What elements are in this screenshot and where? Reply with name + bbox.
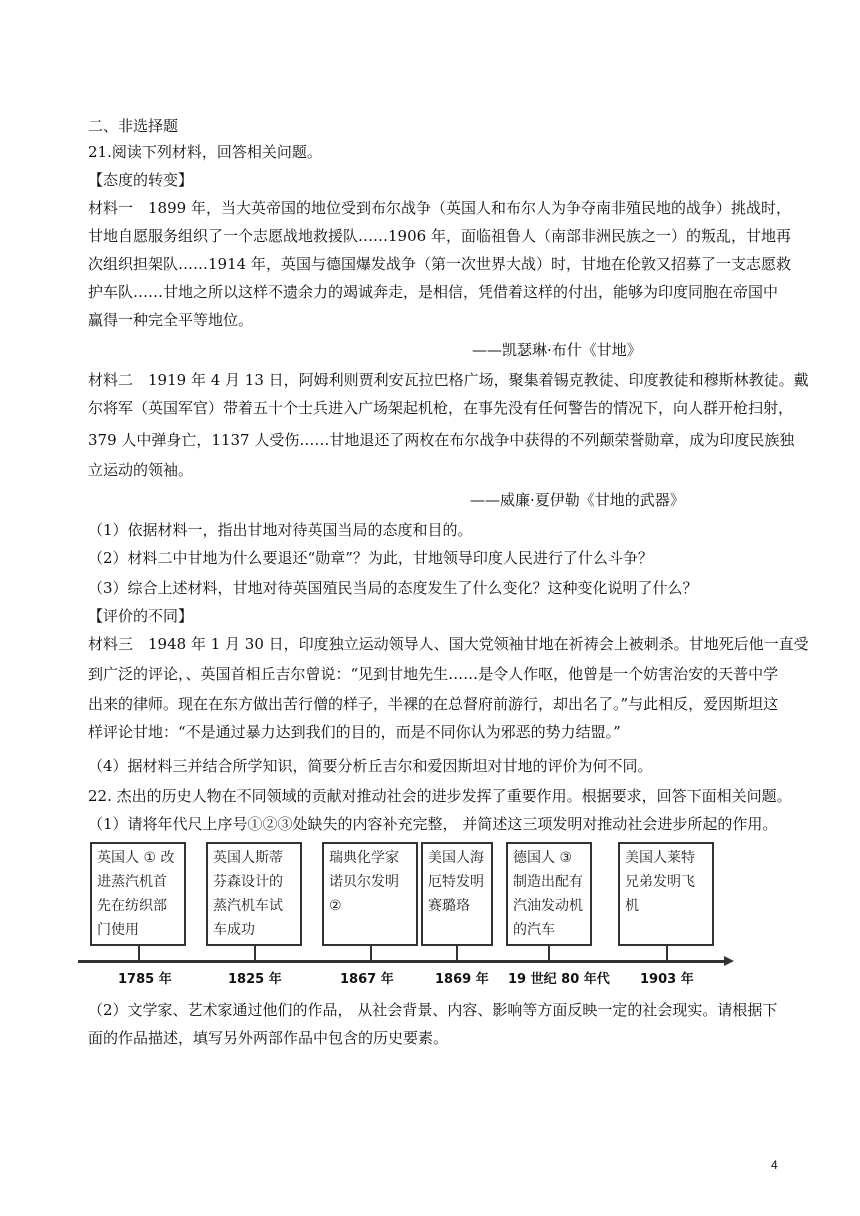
timeline-year: 1869 年	[435, 972, 489, 987]
material-1-line: 材料一 1899 年，当大英帝国的地位受到布尔战争（英国人和布尔人为争夺南非殖民地的战争）挑战时，	[88, 199, 791, 217]
timeline-box: 英国人斯蒂芬森设计的蒸汽机车试车成功	[206, 842, 302, 946]
q22-prompt: 22. 杰出的历史人物在不同领域的贡献对推动社会的进步发挥了重要作用。根据要求，回答下面相关问题。	[88, 787, 792, 805]
q21-prompt: 21.阅读下列材料，回答相关问题。	[88, 143, 322, 161]
material-3-line: 到广泛的评论，、英国首相丘吉尔曾说：“见到甘地先生……是令人作呕，他曾是一个妨害治安的天普中学	[88, 665, 779, 683]
material-2-source: ——威廉·夏伊勒《甘地的武器》	[470, 491, 685, 509]
question-4: （4）据材料三并结合所学知识，简要分析丘吉尔和爱因斯坦对甘地的评价为何不同。	[88, 757, 653, 775]
q22-sub-2-line: （2）文学家、艺术家通过他们的作品， 从社会背景、内容、影响等方面反映一定的社会现实。请根据下	[88, 1001, 778, 1019]
timeline-axis	[78, 960, 726, 963]
timeline-box: 瑞典化学家诺贝尔发明 ②	[322, 842, 418, 946]
question-2: （2）材料二中甘地为什么要退还“勋章”？为此，甘地领导印度人民进行了什么斗争？	[88, 549, 653, 567]
q22-sub-1: （1）请将年代尺上序号①②③处缺失的内容补充完整， 并简述这三项发明对推动社会进步所起的作用。	[88, 815, 778, 833]
material-1-source: ——凯瑟琳·布什《甘地》	[472, 341, 642, 359]
material-2-line: 379 人中弹身亡，1137 人受伤……甘地退还了两枚在布尔战争中获得的不列颠荣誉勋章，成为印度民族独	[88, 431, 795, 449]
timeline-box: 德国人 ③ 制造出配有汽油发动机的汽车	[506, 842, 592, 946]
material-2-line: 立运动的领袖。	[88, 461, 194, 479]
material-3-line: 样评论甘地：“不是通过暴力达到我们的目的，而是不同你认为邪恶的势力结盟。”	[88, 723, 621, 741]
part1-title: 【态度的转变】	[88, 171, 194, 189]
timeline-year: 1825 年	[228, 972, 282, 987]
part2-title: 【评价的不同】	[88, 607, 194, 625]
arrow-right-icon	[724, 956, 734, 966]
material-1-line: 甘地自愿服务组织了一个志愿战地救援队……1906 年，面临祖鲁人（南部非洲民族之一）的叛乱，甘地再	[88, 227, 791, 245]
question-3: （3）综合上述材料，甘地对待英国殖民当局的态度发生了什么变化？这种变化说明了什么？	[88, 579, 698, 597]
material-2-line: 材料二 1919 年 4 月 13 日，阿姆利则贾利安瓦拉巴格广场，聚集着锡克教徒、印度教徒和穆斯林教徒。戴	[88, 371, 809, 389]
material-1-line: 次组织担架队……1914 年，英国与德国爆发战争（第一次世界大战）时，甘地在伦敦又招募了一支志愿救	[88, 255, 791, 273]
page-number: 4	[771, 1158, 778, 1172]
material-3-line: 材料三 1948 年 1 月 30 日，印度独立运动领导人、国大党领袖甘地在祈祷会上被刺杀。甘地死后他一直受	[88, 635, 809, 653]
timeline-year: 1903 年	[640, 972, 694, 987]
timeline-box: 美国人莱特兄弟发明飞机	[618, 842, 714, 946]
timeline-box: 美国人海厄特发明赛璐珞	[421, 842, 493, 946]
material-1-line: 护车队……甘地之所以这样不遗余力的竭诚奔走，是相信，凭借着这样的付出，能够为印度同胞在帝国中	[88, 283, 779, 301]
section-heading: 二、非选择题	[88, 117, 179, 135]
timeline	[78, 842, 738, 992]
question-1: （1）依据材料一，指出甘地对待英国当局的态度和目的。	[88, 521, 473, 539]
material-3-line: 出来的律师。现在在东方做出苦行僧的样子，半裸的在总督府前游行，却出名了。”与此相反，爱因斯坦这	[88, 695, 779, 713]
timeline-year: 1785 年	[118, 972, 172, 987]
timeline-box: 英国人 ① 改进蒸汽机首先在纺织部门使用	[90, 842, 186, 946]
timeline-year: 1867 年	[340, 972, 394, 987]
material-2-line: 尔将军（英国军官）带着五十个士兵进入广场架起机枪，在事先没有任何警告的情况下，向人群开枪扫射，	[88, 399, 794, 417]
timeline-year: 19 世纪 80 年代	[508, 972, 610, 987]
material-1-line: 赢得一种完全平等地位。	[88, 311, 254, 329]
q22-sub-2-line: 面的作品描述，填写另外两部作品中包含的历史要素。	[88, 1029, 449, 1047]
